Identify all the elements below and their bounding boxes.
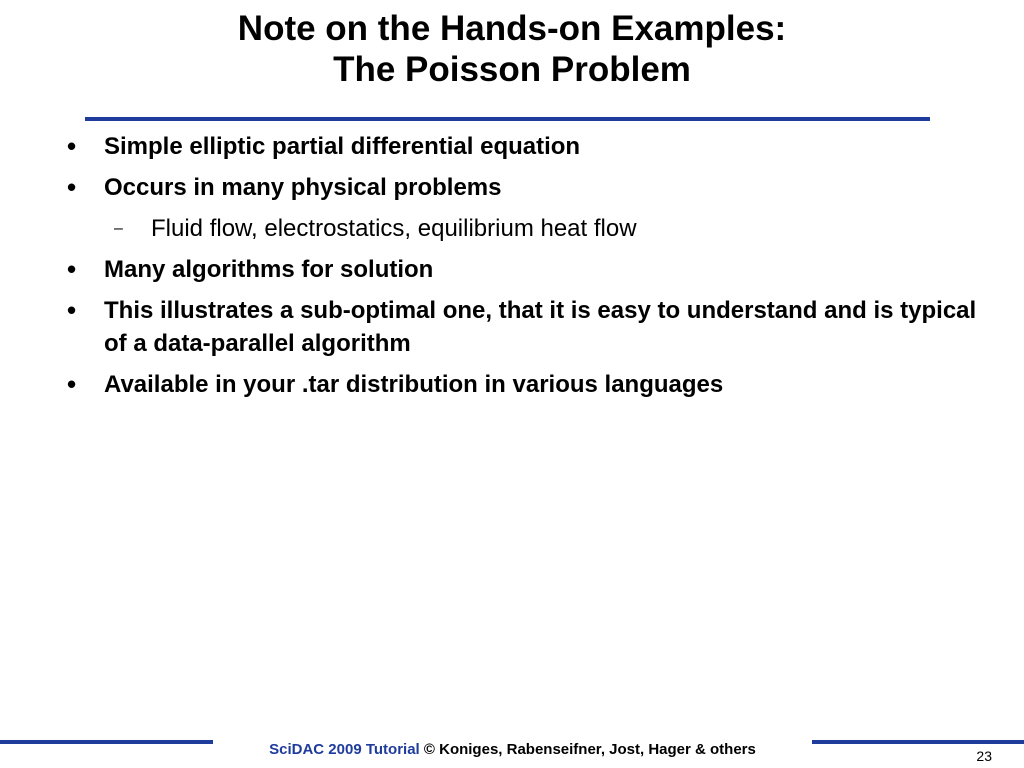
bullet-dot-icon: •	[67, 172, 77, 202]
bullet-dot-icon: •	[67, 369, 77, 399]
bullet-item	[62, 253, 982, 286]
bullet-text: Available in your .tar distribution in various languages	[104, 371, 724, 398]
footer-brand: SciDAC 2009 Tutorial	[269, 741, 420, 758]
footer-authors: © Koniges, Rabenseifner, Jost, Hager & others	[423, 741, 756, 758]
bullet-text: Many algorithms for solution	[104, 256, 434, 283]
bullet-dot-icon: •	[67, 131, 77, 161]
bullet-text: Occurs in many physical problems	[104, 174, 502, 201]
footer-divider-left	[0, 740, 213, 744]
footer-divider-right	[812, 740, 1024, 744]
sub-bullet-item	[62, 212, 982, 245]
bullet-text: Simple elliptic partial differential equation	[104, 133, 581, 160]
slide-title	[0, 8, 1024, 90]
title-divider	[85, 117, 930, 121]
sub-bullet-text: Fluid flow, electrostatics, equilibrium heat flow	[151, 215, 637, 242]
bullet-item	[62, 294, 982, 360]
bullet-text: This illustrates a sub-optimal one, that it is easy to understand and is typical of a data-parallel algorithm	[104, 297, 977, 357]
bullet-item	[62, 130, 982, 163]
title-line-1: Note on the Hands-on Examples:	[237, 9, 787, 48]
dash-icon: –	[114, 220, 123, 237]
bullet-item	[62, 368, 982, 401]
footer-credits	[213, 740, 812, 760]
bullet-dot-icon: •	[67, 295, 77, 325]
title-line-2: The Poisson Problem	[333, 50, 691, 89]
bullet-dot-icon: •	[67, 254, 77, 284]
bullet-list	[62, 130, 982, 409]
page-number: 23	[976, 748, 992, 764]
bullet-item	[62, 171, 982, 204]
